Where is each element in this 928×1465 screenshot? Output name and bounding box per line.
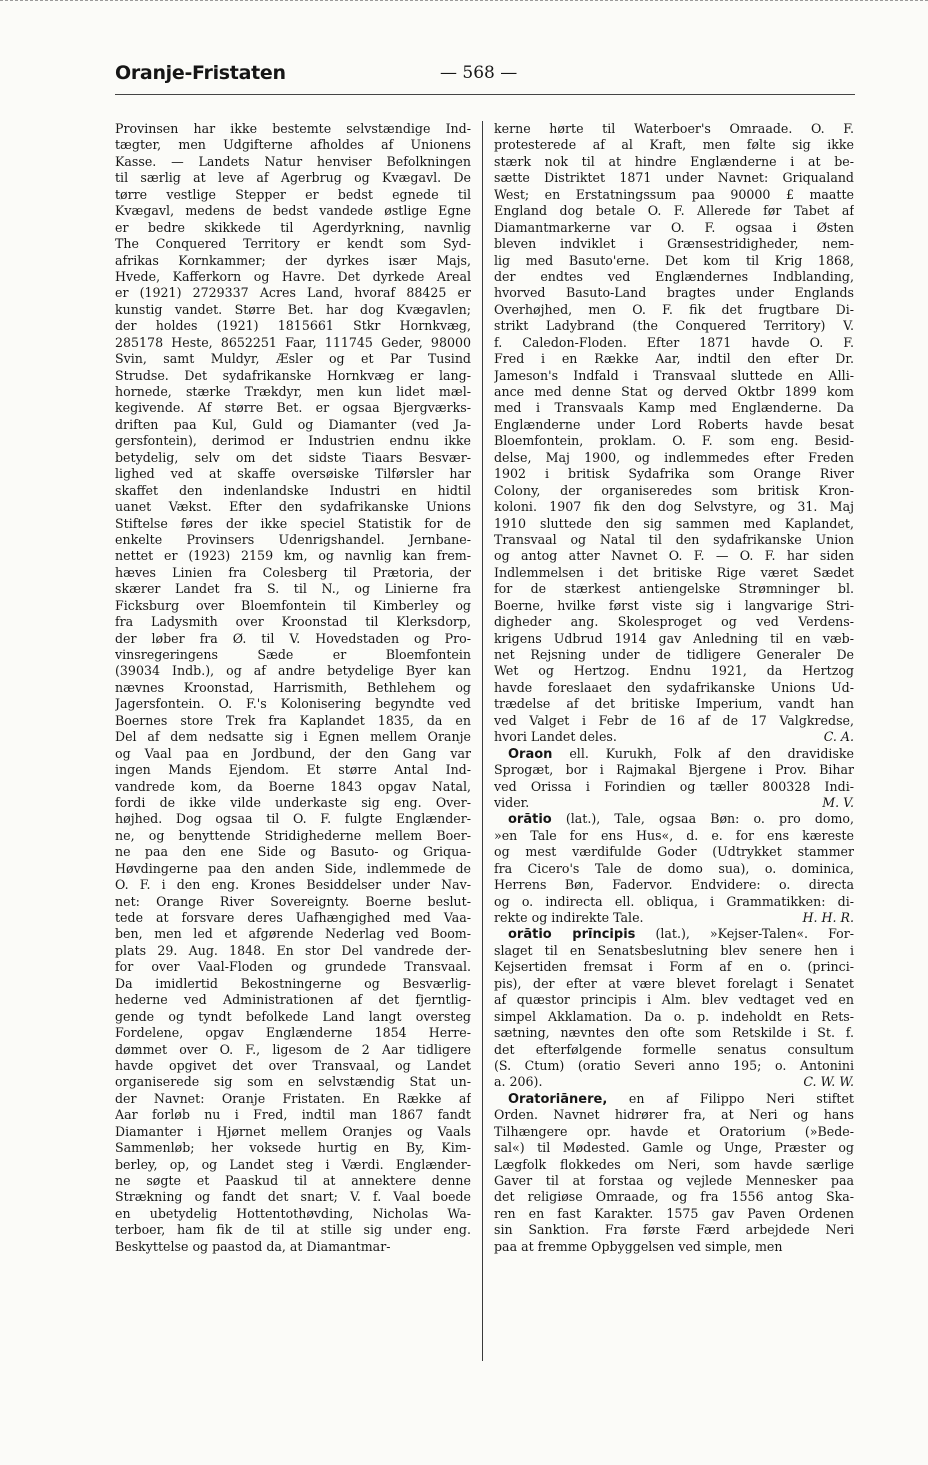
line-text: Diamantmarkerne var O. F. ogsaa i Østen: [494, 219, 854, 235]
line-text: Jagersfontein. O. F.'s Kolonisering begyndte ved: [115, 696, 471, 712]
author-signature: M. V.: [822, 794, 854, 810]
entry-first-line: orātio (lat.), Tale, ogsaa Bøn: o. pro domo,: [508, 811, 854, 828]
text-line: [115, 1009, 471, 1025]
text-line: [494, 1124, 854, 1140]
text-line: [115, 581, 471, 597]
line-text: (S. Ctum) (oratio Severi anno 195; o. Antonini: [494, 1057, 854, 1073]
line-text: hvori Landet deles.: [494, 729, 617, 745]
text-line: [115, 335, 471, 351]
entry-first-line: orātio prīncipis (lat.), »Kejser-Talen«. For-: [508, 926, 854, 943]
line-text: Transvaal og Natal til den sydafrikanske Union: [494, 531, 854, 547]
line-text: sal«) til Mødested. Gamle og Unge, Præster og: [494, 1140, 854, 1156]
line-text: Englænderne under Lord Roberts havde besat: [494, 416, 854, 432]
line-text: Strækning og fandt det snart; V. f. Vaal boede: [115, 1189, 471, 1205]
line-text: ved Orissa i Forindien og tæller 800328 Indi-: [494, 778, 854, 794]
text-line: [494, 351, 854, 367]
text-line: [115, 417, 471, 433]
line-text: Fred i en Række Aar, indtil den efter Dr.: [494, 351, 854, 367]
text-line: [115, 877, 471, 893]
text-line: [115, 154, 471, 170]
text-line: [494, 253, 854, 269]
text-line: [494, 121, 854, 137]
line-text: der holdes (1921) 1815661 Stkr Hornkvæg,: [115, 318, 471, 334]
text-line: [494, 170, 854, 186]
line-text: delse, Maj 1900, og indlemmedes efter Freden: [494, 449, 854, 465]
header-rule: [115, 94, 855, 95]
line-text: Aar forløb nu i Fred, indtil man 1867 fandt: [115, 1107, 471, 1123]
line-text: kunstig vandet. Større Bet. har dog Kvægavlen;: [115, 301, 471, 317]
line-text: trædelse af det britiske Imperium, vandt han: [494, 696, 854, 712]
line-text: sin Sanktion. Fra første Færd arbejdede Neri: [494, 1222, 854, 1238]
line-text: kegivende. Af større Bet. er ogsaa Bjergværks-: [115, 400, 471, 416]
text-line: [494, 236, 854, 252]
line-text: for over Vaal-Floden og grundede Transvaal.: [115, 959, 471, 975]
line-text: ne paa den ene Side og Basuto- og Griqua-: [115, 844, 471, 860]
line-text: net Rejsning under de tidligere Generaler De: [494, 647, 854, 662]
text-line: [494, 844, 854, 860]
text-line: [115, 614, 471, 630]
text-line: [115, 861, 471, 877]
line-text: ren en fast Karakter. 1575 gav Paven Ordenen: [494, 1205, 854, 1221]
line-text: strikt Ladybrand (the Conquered Territory) V.: [494, 318, 854, 334]
line-text: Svin, samt Muldyr, Æsler og et Par Tusind: [115, 351, 471, 367]
text-line: [494, 762, 854, 778]
line-text: og Vaal paa en Jordbund, der den Gang var: [115, 745, 471, 761]
line-text: slaget til en Senatsbeslutning blev senere hen i: [494, 942, 854, 958]
text-line: [494, 729, 854, 745]
page-header: [115, 60, 855, 96]
line-text: af quæstor principis i Alm. blev vedtaget ved en: [494, 992, 854, 1008]
line-text: sætte Distriktet 1871 under Navnet: Griqualand: [494, 170, 854, 186]
text-line: [115, 368, 471, 384]
line-text: en ubetydelig Hottentothøvding, Nicholas Wa-: [115, 1205, 471, 1221]
text-line: [494, 1009, 854, 1025]
text-line: [115, 795, 471, 811]
line-text: Kasse. — Landets Natur henviser Befolkningen: [115, 153, 471, 169]
text-line: [115, 976, 471, 992]
line-text: Sprogæt, bor i Rajmakal Bjergene i Prov. Bihar: [494, 762, 854, 778]
line-text: afrikas Kornkammer; der dyrkes især Majs,: [115, 252, 471, 268]
text-line: [115, 499, 471, 515]
author-signature: C. A.: [823, 729, 854, 745]
text-line: [115, 384, 471, 400]
text-line: [115, 203, 471, 219]
line-text: 285178 Heste, 8652251 Faar, 111745 Geder, 98000: [115, 334, 471, 350]
text-line: [494, 828, 854, 844]
text-line: [115, 1058, 471, 1074]
text-line: [115, 466, 471, 482]
line-text: »en Tale for ens Hus«, d. e. for ens kæreste: [494, 827, 854, 843]
text-line: [115, 285, 471, 301]
author-signature: C. W. W.: [803, 1074, 854, 1090]
text-line: [494, 302, 854, 318]
text-line: [494, 335, 854, 351]
text-line: [494, 598, 854, 614]
text-line: [494, 861, 854, 877]
line-text: ved Valget i Febr de 16 af de 17 Valgkredse,: [494, 712, 854, 728]
line-text: simpel Akklamation. Da o. p. indeholdt en Rets-: [494, 1008, 854, 1024]
text-line: [494, 894, 854, 910]
text-line: [115, 943, 471, 959]
line-text: til særlig at leve af Agerbrug og Kvægavl. De: [115, 170, 471, 186]
text-line: [494, 548, 854, 564]
text-line: [115, 121, 471, 137]
line-text: tede at forsvare deres Uafhængighed med Vaa-: [115, 910, 471, 925]
text-line: [115, 1206, 471, 1222]
text-line: [115, 598, 471, 614]
text-line: [115, 351, 471, 367]
line-text: Bloemfontein, proklam. O. F. som eng. Besid-: [494, 433, 854, 449]
text-line: [115, 236, 471, 252]
line-text: nævnes Kroonstad, Harrismith, Bethlehem og: [115, 679, 471, 695]
text-line: [115, 959, 471, 975]
line-text: fordi de ikke vilde underkaste sig eng. Over-: [115, 794, 471, 810]
text-line: [494, 663, 854, 679]
text-line: [494, 137, 854, 153]
text-line: [494, 877, 854, 893]
text-line: [115, 647, 471, 663]
text-line: [494, 631, 854, 647]
line-text: berley, op, og Landet steg i Værdi. Englænder-: [115, 1156, 471, 1172]
text-line: [494, 220, 854, 236]
text-line: [115, 483, 471, 499]
text-line: [494, 417, 854, 433]
line-text: det religiøse Omraade, og fra 1556 antog Ska-: [494, 1189, 854, 1205]
text-line: [494, 992, 854, 1008]
text-line: [494, 779, 854, 795]
line-text: ne, og benyttende Stridighederne mellem Boer-: [115, 827, 471, 843]
line-text: lig med Basuto'erne. Det kom til Krig 1868,: [494, 252, 854, 268]
line-text: bleven indviklet i Grænsestridigheder, nem-: [494, 236, 854, 252]
line-text: Indlemmelsen i det britiske Rige været Sædet: [494, 564, 854, 580]
line-text: ne søgte et Paaskud til at annektere denne: [115, 1173, 471, 1188]
line-text: og o. indirecta ell. obliqua, i Grammatikken: di-: [494, 893, 854, 909]
text-line: [494, 1157, 854, 1173]
line-text: (39034 Indb.), og af andre betydelige Byer kan: [115, 663, 471, 679]
line-text: driften paa Kul, Guld og Diamanter (ved Ja-: [115, 416, 471, 432]
line-text: Jameson's Indfald i Transvaal sluttede en Alli-: [494, 367, 854, 383]
line-text: digheder ang. Skolesproget og ved Verdens-: [494, 614, 854, 630]
line-text: vider.: [494, 794, 530, 810]
line-text: Gaver til at forstaa og vejlede Mennesker paa: [494, 1173, 854, 1188]
text-line: [115, 170, 471, 186]
text-line: [494, 285, 854, 301]
text-line: [115, 137, 471, 153]
line-text: The Conquered Territory er kendt som Syd-: [115, 236, 471, 252]
line-text: Tilhængere opr. havde et Oratorium (»Bede-: [494, 1123, 854, 1139]
line-text: skaffet den indenlandske Industri en hidtil: [115, 482, 471, 498]
text-line: [494, 466, 854, 482]
line-text: Orden. Navnet hidrører fra, at Neri og hans: [494, 1107, 854, 1123]
text-line: [115, 220, 471, 236]
line-text: vandrede kom, da Boerne 1843 opgav Natal,: [115, 778, 471, 794]
line-text: Kejsertiden fremsat i Form af en o. (princi-: [494, 959, 854, 975]
text-line: [494, 910, 854, 926]
line-text: der endtes ved Englændernes Indblanding,: [494, 268, 854, 284]
line-text: fra Ladysmith over Kroonstad til Klerksdorp,: [115, 614, 471, 630]
text-line: [115, 433, 471, 449]
line-text: ben, men led et afgørende Nederlag ved Boom-: [115, 926, 471, 942]
line-text: tørre vestlige Stepper er bedst egnede til: [115, 186, 471, 202]
line-text: Boernes store Trek fra Kaplandet 1835, da en: [115, 712, 471, 728]
text-line: [115, 565, 471, 581]
text-line: [115, 1189, 471, 1205]
line-text: kerne hørte til Waterboer's Omraade. O. F.: [494, 121, 854, 136]
text-line: [494, 516, 854, 532]
text-line: [115, 1074, 471, 1090]
text-line: [494, 713, 854, 729]
text-line: [115, 779, 471, 795]
line-text: Provinsen har ikke bestemte selvstændige Ind-: [115, 121, 471, 136]
text-line: [115, 253, 471, 269]
scan-edge: [0, 0, 928, 4]
running-title: Oranje-Fristaten: [115, 62, 286, 84]
text-line: [494, 1074, 854, 1090]
line-text: skærer Landet fra S. til N., og Linierne fra: [115, 581, 471, 597]
line-text: havde opgivet det over Transvaal, og Landet: [115, 1057, 471, 1073]
text-line: [115, 696, 471, 712]
line-text: Høvdingerne paa den anden Side, indlemmede de: [115, 860, 471, 876]
line-text: plats 29. Aug. 1848. En stor Del vandrede der-: [115, 942, 471, 958]
text-line: [494, 203, 854, 219]
line-text: O. F. i den eng. Krones Besiddelser under Nav-: [115, 877, 471, 893]
text-line: [115, 894, 471, 910]
line-text: Fordelene, opgav Englænderne 1854 Herre-: [115, 1025, 471, 1041]
text-line: [494, 1107, 854, 1123]
line-text: og mest værdifulde Goder (Udtrykket stammer: [494, 844, 854, 860]
line-text: West; en Erstatningssum paa 90000 £ maatte: [494, 186, 854, 202]
page-number: — 568 —: [440, 63, 518, 83]
line-text: lighed ved at skaffe oversøiske Tilførsler har: [115, 466, 471, 482]
text-line: [115, 910, 471, 926]
text-line: [494, 1058, 854, 1074]
text-line: [494, 614, 854, 630]
line-text: Boerne, hvilke først viste sig i langvarige Stri-: [494, 597, 854, 613]
line-text: paa at fremme Opbyggelsen ved simple, men: [494, 1238, 783, 1254]
line-text: hornede, stærke Trækdyr, men kun lidet mæl-: [115, 384, 471, 399]
text-line: [115, 631, 471, 647]
text-line: [115, 1239, 471, 1255]
text-line: [494, 1239, 854, 1255]
line-text: 1910 sluttede den sig sammen med Kaplandet,: [494, 515, 854, 531]
line-text: Colony, der organiseredes som britisk Kron-: [494, 482, 854, 498]
text-line: [494, 187, 854, 203]
text-line: [115, 762, 471, 778]
line-text: havde foreslaaet den sydafrikanske Unions Ud-: [494, 679, 854, 695]
text-line: [494, 1206, 854, 1222]
text-line: [115, 269, 471, 285]
text-line: [115, 450, 471, 466]
line-text: krigens Udbrud 1914 gav Anledning til en væb-: [494, 630, 854, 646]
text-line: [115, 1107, 471, 1123]
text-line: [115, 680, 471, 696]
text-line: [494, 1025, 854, 1041]
text-line: [115, 844, 471, 860]
line-text: Del af dem nedsatte sig i Egnen mellem Oranje: [115, 729, 471, 745]
line-text: højhed. Dog ogsaa til O. F. fulgte Englænder-: [115, 811, 471, 827]
text-line: [115, 729, 471, 745]
line-text: stærk nok til at hindre Englænderne i at be-: [494, 153, 854, 169]
text-line: [494, 680, 854, 696]
text-line: [115, 1124, 471, 1140]
line-text: er bedre skikkede til Agerdyrkning, navnlig: [115, 219, 471, 235]
line-text: Hvede, Kafferkorn og Havre. Det dyrkede Areal: [115, 268, 471, 284]
line-text: Wet og Hertzog. Endnu 1921, da Hertzog: [494, 663, 854, 679]
line-text: der Navnet: Oranje Fristaten. En Række af: [115, 1090, 471, 1106]
text-line: [494, 483, 854, 499]
line-text: Kvægavl, medens de bedst vandede østlige Egne: [115, 203, 471, 219]
left-column: [115, 121, 471, 1255]
text-line: [494, 647, 854, 663]
text-line: [494, 532, 854, 548]
text-line: [115, 926, 471, 942]
line-text: rekte og indirekte Tale.: [494, 910, 644, 925]
line-text: Overhøjhed, men O. F. fik det frugtbare Di-: [494, 301, 854, 317]
text-line: [494, 1042, 854, 1058]
text-line: [115, 318, 471, 334]
column-divider: [482, 121, 483, 1361]
text-line: [494, 450, 854, 466]
text-line: [494, 1222, 854, 1238]
line-text: hæves Linien fra Colesberg til Prætoria, der: [115, 564, 471, 580]
line-text: sætning, nævntes den ofte som Retskilde i St. f.: [494, 1025, 854, 1041]
line-text: Lægfolk flokkedes om Neri, som havde særlige: [494, 1156, 854, 1172]
line-text: terboer, ham fik de til at stille sig under eng.: [115, 1222, 471, 1238]
line-text: koloni. 1907 fik den dog Selvstyre, og 31. Maj: [494, 499, 854, 515]
line-text: Diamanter i Hjørnet mellem Oranjes og Vaals: [115, 1123, 471, 1139]
line-text: gende og tyndt befolkede Land langt oversteg: [115, 1008, 471, 1024]
text-line: [494, 1173, 854, 1189]
text-line: [494, 154, 854, 170]
line-text: f. Caledon-Floden. Efter 1871 havde O. F.: [494, 334, 854, 350]
line-text: a. 206).: [494, 1074, 543, 1090]
line-text: vinsregeringens Sæde er Bloemfontein: [115, 647, 471, 662]
line-text: med i Transvaals Kamp med Englænderne. Da: [494, 400, 854, 416]
line-text: protesterede af al Kraft, men følte sig ikke: [494, 137, 854, 153]
line-text: ance med denne Stat og derved Oktbr 1899 kom: [494, 384, 854, 399]
text-line: [115, 992, 471, 1008]
entry-headword: Oraon: [508, 746, 553, 762]
text-line: [494, 565, 854, 581]
text-line: [494, 1189, 854, 1205]
line-text: hederne ved Administrationen af det fjerntlig-: [115, 992, 471, 1008]
line-text: nettet er (1923) 2159 km, og navnlig kan frem-: [115, 548, 471, 564]
text-line: [115, 1025, 471, 1041]
text-line: [494, 959, 854, 975]
entry-headword: Oratoriānere,: [508, 1091, 608, 1107]
line-text: Herrens Bøn, Fadervor. Endvidere: o. directa: [494, 877, 854, 893]
line-text: tægter, men Udgifterne afholdes af Unionens: [115, 137, 471, 153]
text-line: [494, 976, 854, 992]
text-line: [115, 400, 471, 416]
text-line: [115, 663, 471, 679]
text-line: [115, 811, 471, 827]
line-text: organiserede sig som en selvstændig Stat un-: [115, 1074, 471, 1090]
text-line: [115, 548, 471, 564]
line-text: England dog betale O. F. Allerede før Tabet af: [494, 203, 854, 219]
line-text: Stiftelse føres der ikke speciel Statistik for de: [115, 515, 471, 531]
text-line: [115, 713, 471, 729]
entry-headword: orātio prīncipis: [508, 927, 636, 943]
text-line: [115, 302, 471, 318]
text-line: [115, 1042, 471, 1058]
text-line: [115, 1091, 471, 1107]
line-text: Ficksburg over Bloemfontein til Kimberley og: [115, 597, 471, 613]
line-text: Beskyttelse og paastod da, at Diamantmar-: [115, 1238, 391, 1254]
text-line: [494, 269, 854, 285]
text-line: [494, 696, 854, 712]
line-text: Strudse. Det sydafrikanske Hornkvæg er lang-: [115, 367, 471, 383]
text-line: [115, 828, 471, 844]
line-text: Da imidlertid Bekostningerne og Besværlig-: [115, 975, 471, 991]
text-line: [494, 795, 854, 811]
text-line: [115, 1140, 471, 1156]
line-text: for de stærkest antiengelske Strømninger bl.: [494, 581, 854, 597]
line-text: pis), der efter at være blevet forelagt i Senatet: [494, 975, 854, 991]
line-text: enkelte Provinsers Udenrigshandel. Jernbane-: [115, 531, 471, 547]
text-line: [494, 368, 854, 384]
author-signature: H. H. R.: [802, 910, 854, 925]
text-line: [115, 746, 471, 762]
line-text: og antog atter Navnet O. F. — O. F. har siden: [494, 548, 854, 564]
line-text: net: Orange River Sovereignty. Boerne beslut-: [115, 893, 471, 909]
line-text: fra Cicero's Tale de domo sua), o. dominica,: [494, 860, 854, 876]
line-text: er (1921) 2729337 Acres Land, hvoraf 88425 er: [115, 285, 471, 301]
line-text: ingen Mands Ejendom. Et større Antal Ind-: [115, 762, 471, 778]
text-line: [494, 433, 854, 449]
text-line: [115, 187, 471, 203]
entry-first-line: Oratoriānere, en af Filippo Neri stiftet: [508, 1090, 854, 1107]
entry-headword: orātio: [508, 812, 552, 828]
text-line: [115, 516, 471, 532]
line-text: gersfontein), derimod er Industrien endnu ikke: [115, 433, 471, 449]
text-line: [115, 532, 471, 548]
text-line: [494, 1140, 854, 1156]
line-text: Sammenløb; her voksede hurtig en By, Kim-: [115, 1140, 471, 1156]
line-text: 1902 i britisk Sydafrika som Orange River: [494, 466, 854, 482]
right-column: [494, 121, 854, 1255]
entry-first-line: Oraon ell. Kurukh, Folk af den dravidiske: [508, 745, 854, 762]
text-line: [494, 943, 854, 959]
line-text: uanet Vækst. Efter den sydafrikanske Unions: [115, 499, 471, 515]
text-line: [115, 1173, 471, 1189]
line-text: betydelig, selv om det sidste Tiaars Besvær-: [115, 449, 471, 465]
text-line: [494, 499, 854, 515]
text-line: [494, 384, 854, 400]
text-line: [115, 1222, 471, 1238]
line-text: der løber fra Ø. til V. Hovedstaden og Pro-: [115, 630, 471, 646]
text-line: [494, 581, 854, 597]
text-line: [494, 318, 854, 334]
text-line: [494, 400, 854, 416]
line-text: dømmet over O. F., ligesom de 2 Aar tidligere: [115, 1041, 471, 1057]
line-text: hvorved Basuto-Land bragtes under Englands: [494, 285, 854, 301]
text-line: [115, 1157, 471, 1173]
line-text: det efterfølgende formelle senatus consultum: [494, 1041, 854, 1057]
